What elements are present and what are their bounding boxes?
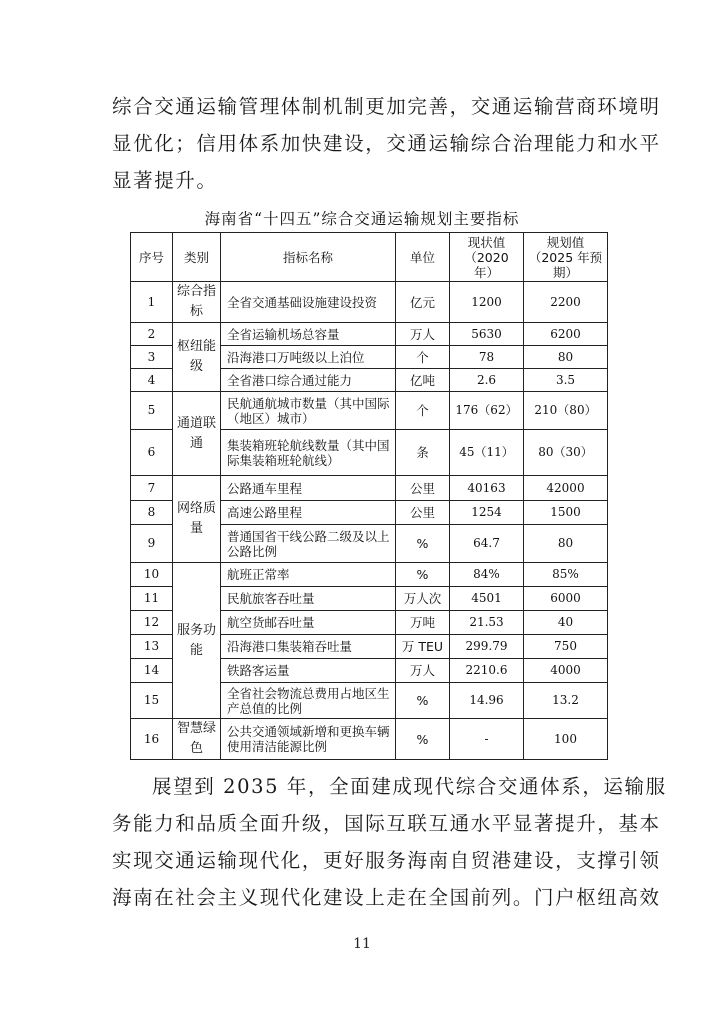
cell-target: 100 bbox=[524, 719, 608, 760]
cell-target: 210（80） bbox=[524, 392, 608, 430]
cell-unit: 万人次 bbox=[396, 587, 450, 611]
cell-seq: 3 bbox=[131, 346, 173, 369]
category-corridor: 通道联通 bbox=[173, 392, 221, 476]
cell-unit: 万吨 bbox=[396, 611, 450, 635]
table-header-row bbox=[131, 233, 608, 282]
cell-unit: 公里 bbox=[396, 476, 450, 501]
cell-current: 84% bbox=[450, 563, 524, 587]
table-row bbox=[131, 323, 608, 346]
cell-target: 2200 bbox=[524, 282, 608, 323]
paragraph-line: 海南在社会主义现代化建设上走在全国前列。门户枢纽高效 bbox=[112, 886, 661, 909]
cell-seq: 10 bbox=[131, 563, 173, 587]
cell-seq: 4 bbox=[131, 369, 173, 392]
header-seq: 序号 bbox=[131, 233, 173, 282]
category-smart-green: 智慧绿色 bbox=[173, 719, 221, 760]
cell-seq: 13 bbox=[131, 635, 173, 659]
cell-unit: % bbox=[396, 683, 450, 719]
page-number: 11 bbox=[353, 936, 371, 952]
cell-unit: 亿元 bbox=[396, 282, 450, 323]
cell-unit: 条 bbox=[396, 430, 450, 476]
cell-target: 6000 bbox=[524, 587, 608, 611]
cell-seq: 14 bbox=[131, 659, 173, 683]
cell-target: 40 bbox=[524, 611, 608, 635]
cell-target: 1500 bbox=[524, 501, 608, 525]
cell-name: 公共交通领域新增和更换车辆使用清洁能源比例 bbox=[221, 719, 396, 760]
cell-current: 1254 bbox=[450, 501, 524, 525]
cell-name: 全省港口综合通过能力 bbox=[221, 369, 396, 392]
cell-target: 42000 bbox=[524, 476, 608, 501]
cell-name: 民航旅客吞吐量 bbox=[221, 587, 396, 611]
cell-unit: 个 bbox=[396, 346, 450, 369]
cell-unit: 个 bbox=[396, 392, 450, 430]
header-category: 类别 bbox=[173, 233, 221, 282]
cell-unit: 公里 bbox=[396, 501, 450, 525]
cell-name: 公路通车里程 bbox=[221, 476, 396, 501]
cell-target: 13.2 bbox=[524, 683, 608, 719]
table-caption: 海南省“十四五”综合交通运输规划主要指标 bbox=[204, 210, 520, 228]
cell-name: 全省社会物流总费用占地区生产总值的比例 bbox=[221, 683, 396, 719]
cell-current: 21.53 bbox=[450, 611, 524, 635]
header-target: 规划值（2025 年预期） bbox=[524, 233, 608, 282]
cell-unit: 亿吨 bbox=[396, 369, 450, 392]
cell-current: 5630 bbox=[450, 323, 524, 346]
table-row bbox=[131, 282, 608, 323]
cell-current: 176（62） bbox=[450, 392, 524, 430]
paragraph-line: 展望到 2035 年，全面建成现代综合交通体系，运输服 bbox=[152, 775, 667, 798]
cell-name: 铁路客运量 bbox=[221, 659, 396, 683]
category-hub: 枢纽能级 bbox=[173, 323, 221, 392]
cell-current: 1200 bbox=[450, 282, 524, 323]
header-current: 现状值（2020 年） bbox=[450, 233, 524, 282]
header-name: 指标名称 bbox=[221, 233, 396, 282]
paragraph-line: 务能力和品质全面升级，国际互联互通水平显著提升，基本 bbox=[112, 812, 661, 835]
cell-name: 航班正常率 bbox=[221, 563, 396, 587]
cell-current: 78 bbox=[450, 346, 524, 369]
category-composite: 综合指标 bbox=[173, 282, 221, 323]
cell-unit: % bbox=[396, 563, 450, 587]
category-network: 网络质量 bbox=[173, 476, 221, 563]
category-service: 服务功能 bbox=[173, 563, 221, 719]
cell-unit: 万人 bbox=[396, 659, 450, 683]
cell-seq: 1 bbox=[131, 282, 173, 323]
paragraph-intro bbox=[112, 88, 661, 199]
cell-target: 80 bbox=[524, 525, 608, 563]
cell-name: 全省运输机场总容量 bbox=[221, 323, 396, 346]
paragraph-line: 综合交通运输管理体制机制更加完善，交通运输营商环境明 bbox=[112, 95, 661, 118]
cell-seq: 9 bbox=[131, 525, 173, 563]
cell-seq: 2 bbox=[131, 323, 173, 346]
cell-name: 沿海港口集装箱吞吐量 bbox=[221, 635, 396, 659]
cell-target: 3.5 bbox=[524, 369, 608, 392]
cell-name: 全省交通基础设施建设投资 bbox=[221, 282, 396, 323]
cell-current: 14.96 bbox=[450, 683, 524, 719]
cell-target: 750 bbox=[524, 635, 608, 659]
cell-unit: 万人 bbox=[396, 323, 450, 346]
cell-unit: % bbox=[396, 525, 450, 563]
cell-current: - bbox=[450, 719, 524, 760]
cell-name: 集装箱班轮航线数量（其中国际集装箱班轮航线） bbox=[221, 430, 396, 476]
paragraph-line: 实现交通运输现代化，更好服务海南自贸港建设，支撑引领 bbox=[112, 849, 661, 872]
indicators-table bbox=[130, 232, 608, 760]
table-row bbox=[131, 563, 608, 587]
cell-name: 民航通航城市数量（其中国际（地区）城市） bbox=[221, 392, 396, 430]
cell-current: 40163 bbox=[450, 476, 524, 501]
cell-target: 4000 bbox=[524, 659, 608, 683]
table-row bbox=[131, 719, 608, 760]
cell-seq: 12 bbox=[131, 611, 173, 635]
cell-current: 299.79 bbox=[450, 635, 524, 659]
cell-name: 航空货邮吞吐量 bbox=[221, 611, 396, 635]
cell-current: 45（11） bbox=[450, 430, 524, 476]
paragraph-outlook bbox=[112, 768, 667, 916]
table-row bbox=[131, 392, 608, 430]
cell-current: 4501 bbox=[450, 587, 524, 611]
cell-seq: 7 bbox=[131, 476, 173, 501]
cell-seq: 11 bbox=[131, 587, 173, 611]
cell-target: 6200 bbox=[524, 323, 608, 346]
cell-name: 普通国省干线公路二级及以上公路比例 bbox=[221, 525, 396, 563]
cell-current: 64.7 bbox=[450, 525, 524, 563]
header-unit: 单位 bbox=[396, 233, 450, 282]
cell-seq: 6 bbox=[131, 430, 173, 476]
paragraph-line: 显优化；信用体系加快建设，交通运输综合治理能力和水平 bbox=[112, 132, 661, 155]
cell-unit: % bbox=[396, 719, 450, 760]
cell-current: 2210.6 bbox=[450, 659, 524, 683]
cell-target: 85% bbox=[524, 563, 608, 587]
cell-name: 高速公路里程 bbox=[221, 501, 396, 525]
cell-name: 沿海港口万吨级以上泊位 bbox=[221, 346, 396, 369]
table-row bbox=[131, 476, 608, 501]
paragraph-line: 显著提升。 bbox=[112, 169, 218, 192]
cell-target: 80 bbox=[524, 346, 608, 369]
cell-seq: 8 bbox=[131, 501, 173, 525]
cell-target: 80（30） bbox=[524, 430, 608, 476]
cell-seq: 15 bbox=[131, 683, 173, 719]
cell-current: 2.6 bbox=[450, 369, 524, 392]
cell-seq: 5 bbox=[131, 392, 173, 430]
cell-seq: 16 bbox=[131, 719, 173, 760]
cell-unit: 万 TEU bbox=[396, 635, 450, 659]
